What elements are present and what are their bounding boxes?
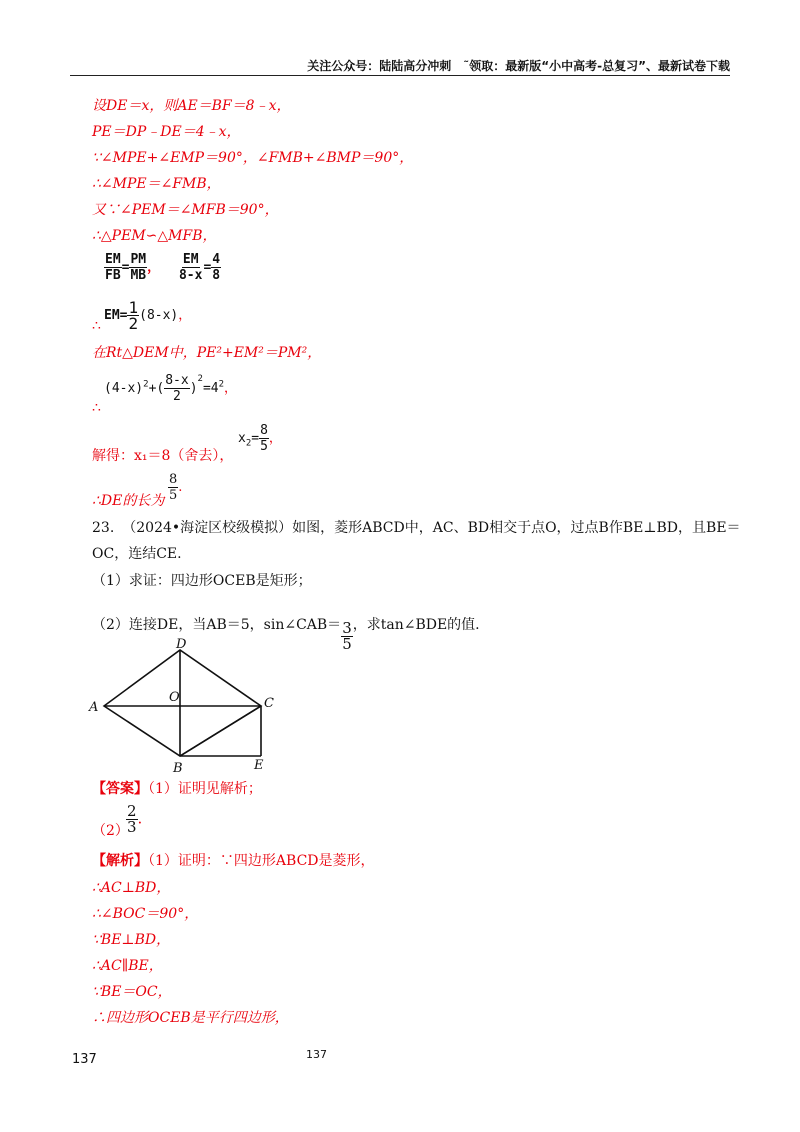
therefore-symbol-2: ∴ [92, 400, 101, 416]
fraction-em-8x: $\frac{EM}{8-x}$ [178, 252, 203, 283]
solution-line-6: ∴△PEM∽△MFB， [92, 228, 217, 244]
fraction-4-8: $\frac{4}{8}$ [212, 252, 221, 283]
fraction-3-5: $\frac{3}{5}$ [342, 619, 352, 653]
rhombus-abcd [104, 650, 261, 756]
em-equation: EM= $\frac{1}{2}$ (8-x)， [104, 298, 192, 333]
label-c: C [264, 696, 274, 711]
page-number-left: 137 [72, 1052, 97, 1067]
analysis-line-0: 【解析】（1）证明：∵四边形ABCD是菱形， [92, 853, 375, 869]
x2-solution: $x_2=$ $\frac{8}{5}$ ， [238, 423, 282, 454]
fraction-em-fb: $\frac{EM}{FB}$ [105, 252, 121, 283]
label-o: O [169, 690, 180, 705]
ratio-equation: $\frac{EM}{FB}$ = $\frac{PM}{MB}$ ， $\frac{EM}{8-x}$ = $\frac{4}{8}$ [105, 252, 221, 283]
fraction-pm-mb: $\frac{PM}{MB}$ [130, 252, 147, 283]
answer-fraction: $\frac{2}{3}$ . [127, 802, 143, 836]
problem-23-line-2: OC，连结CE. [92, 546, 182, 562]
answer-line-2: （2） [92, 823, 129, 839]
analysis-line-6: ∴四边形OCEB是平行四边形， [92, 1010, 289, 1026]
problem-23-line-1: 23. （2024•海淀区校级模拟）如图，菱形ABCD中，AC、BD相交于点O，过点B作BE⊥BD，且BE＝ [92, 520, 741, 536]
solution-line-4: ∴∠MPE＝∠FMB， [92, 176, 221, 192]
label-a: A [89, 700, 99, 715]
fraction-8x-2: $\frac{8-x}{2}$ [165, 373, 189, 404]
analysis-line-2: ∴∠BOC＝90°， [92, 906, 199, 922]
solution-line-11: 解得：x₁＝8（舍去）， [92, 448, 234, 464]
label-d: D [176, 637, 187, 652]
answer-line-1: 【答案】（1）证明见解析； [92, 781, 262, 797]
pythagoras-equation: $(4-x)^2+$( $\frac{8-x}{2}$ )$^2=4^2$， [104, 373, 238, 404]
solution-line-9: 在Rt△DEM中，PE²+EM²＝PM²， [92, 345, 322, 361]
label-b: B [173, 761, 183, 775]
header-text: 关注公众号：陆陆高分冲刺 ˜领取：最新版“小中高考-总复习”、最新试卷下载 [307, 59, 730, 73]
problem-number: 23. [92, 520, 115, 536]
fraction-8-5: $\frac{8}{5}$ [260, 423, 268, 454]
answer-tag: 【答案】 [92, 781, 148, 797]
analysis-line-3: ∵BE⊥BD， [92, 932, 171, 948]
solution-line-5: 又∵∠PEM＝∠MFB＝90°， [92, 202, 279, 218]
analysis-line-4: ∴AC∥BE， [92, 958, 163, 974]
segment-bc-diag [180, 706, 261, 756]
page-header [70, 55, 730, 76]
rhombus-figure [80, 635, 300, 775]
question-1: （1）求证：四边形OCEB是矩形； [92, 573, 312, 589]
analysis-line-5: ∵BE＝OC， [92, 984, 172, 1000]
solution-line-12: ∴DE的长为 [92, 493, 165, 509]
analysis-line-1: ∴AC⊥BD， [92, 880, 171, 896]
therefore-symbol-1: ∴ [92, 318, 101, 334]
label-e: E [254, 758, 264, 773]
solution-line-2: PE＝DP﹣DE＝4﹣x， [92, 124, 241, 140]
fraction-2-3: $\frac{2}{3}$ [127, 802, 137, 836]
de-length-fraction: $\frac{8}{5}$ . [169, 472, 183, 503]
solution-line-3: ∵∠MPE+∠EMP＝90°，∠FMB+∠BMP＝90°， [92, 150, 414, 166]
fraction-8-5-b: $\frac{8}{5}$ [169, 472, 178, 503]
fraction-1-2: $\frac{1}{2}$ [128, 298, 139, 333]
solution-line-1: 设DE＝x，则AE＝BF＝8﹣x， [92, 98, 291, 114]
analysis-tag: 【解析】 [92, 853, 148, 869]
question-2: （2）连接DE，当AB＝5，sin∠CAB＝ $\frac{3}{5}$ ，求tan∠BDE的值. [92, 617, 480, 653]
page-number-center: 137 [306, 1048, 327, 1061]
